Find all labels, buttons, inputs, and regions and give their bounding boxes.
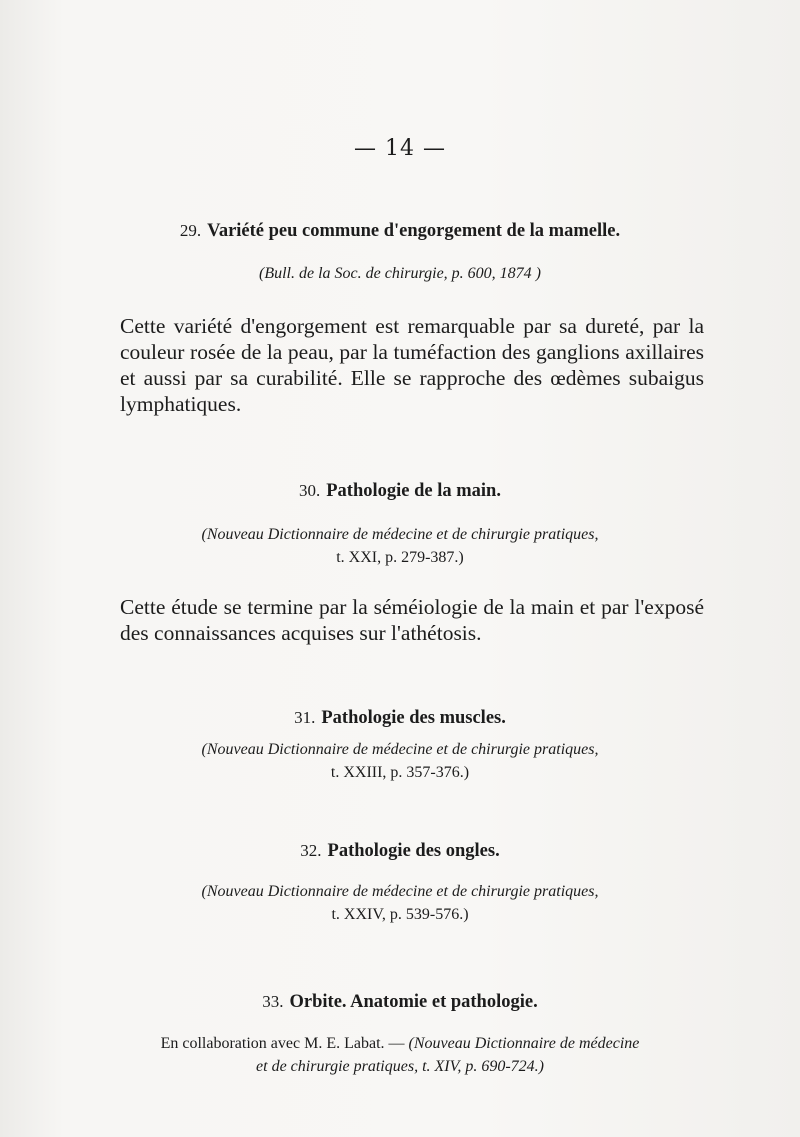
- citation: [0, 546, 800, 569]
- entry-29-paragraph: [98, 313, 704, 417]
- entry-heading: [0, 481, 800, 502]
- entry-heading: [0, 708, 800, 729]
- entry-33-citation: [0, 1032, 800, 1078]
- entry-number: 29.: [179, 221, 202, 240]
- citation: [0, 903, 800, 926]
- entry-title: Pathologie des muscles.: [321, 708, 506, 728]
- collaboration-note: En collaboration avec M. E. Labat. —: [160, 1035, 409, 1052]
- paragraph-line: Cette variété d'engorgement est remarquable par sa dureté, par la: [120, 314, 704, 338]
- entry-30-citation: [0, 523, 800, 569]
- citation-volume: t. XXIV, p. 539-576.): [331, 906, 469, 923]
- citation: [0, 1055, 800, 1078]
- entry-title: Pathologie des ongles.: [327, 841, 500, 861]
- entry-number: 32.: [300, 841, 322, 860]
- entry-33: [0, 992, 800, 1013]
- entry-title: Variété peu commune d'engorgement de la mamelle.: [207, 221, 621, 241]
- entry-31: [0, 708, 800, 729]
- entry-title: Orbite. Anatomie et pathologie.: [289, 992, 538, 1012]
- entry-number: 31.: [294, 708, 316, 727]
- entry-29: [0, 221, 800, 242]
- entry-30-paragraph: [98, 594, 704, 646]
- paragraph-line: et aussi par sa curabilité. Elle se rapproche des œdèmes subaigus: [120, 366, 704, 390]
- entry-number: 30.: [299, 481, 321, 500]
- paragraph-line: Cette étude se termine par la séméiologie de la main et par l'exposé: [120, 595, 704, 619]
- entry-32: [0, 841, 800, 862]
- citation: [0, 761, 800, 784]
- citation-text: et de chirurgie pratiques, t. XIV, p. 690-724.): [256, 1058, 544, 1075]
- citation-text: (Nouveau Dictionnaire de médecine: [408, 1035, 640, 1052]
- paragraph-line: couleur rosée de la peau, par la tuméfaction des ganglions axillaires: [120, 340, 704, 364]
- paragraph-line: des connaissances acquises sur l'athétosis.: [120, 621, 482, 645]
- entry-heading: [0, 992, 800, 1013]
- entry-29-citation: [0, 262, 800, 285]
- entry-heading: [0, 841, 800, 862]
- paragraph-line: lymphatiques.: [120, 392, 242, 416]
- entry-31-citation: [0, 738, 800, 784]
- page-number: — 14 —: [354, 136, 446, 161]
- entry-30: [0, 481, 800, 502]
- citation: (Nouveau Dictionnaire de médecine et de chirurgie pratiques,: [201, 526, 599, 543]
- citation-volume: t. XXIII, p. 357-376.): [330, 764, 470, 781]
- citation: (Bull. de la Soc. de chirurgie, p. 600, 1874 ): [258, 265, 542, 282]
- citation-volume: t. XXI, p. 279-387.): [336, 549, 464, 566]
- entry-32-citation: [0, 880, 800, 926]
- citation: (Nouveau Dictionnaire de médecine et de chirurgie pratiques,: [201, 741, 599, 758]
- entry-heading: [0, 221, 800, 242]
- citation: [0, 1032, 800, 1055]
- citation: (Nouveau Dictionnaire de médecine et de chirurgie pratiques,: [201, 883, 599, 900]
- entry-title: Pathologie de la main.: [326, 481, 501, 501]
- entry-number: 33.: [262, 992, 284, 1011]
